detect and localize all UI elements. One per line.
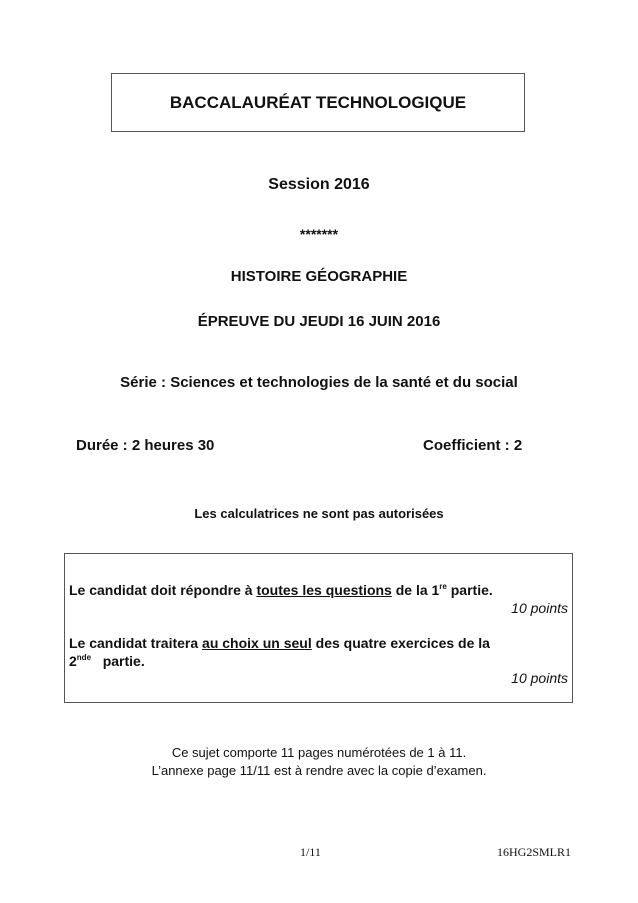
instruction-part2-number: 2: [69, 653, 77, 669]
page-number: 1/11: [300, 845, 321, 859]
instruction-part2-line2-suffix: partie.: [91, 653, 145, 669]
separator: *******: [299, 226, 339, 242]
subject-title: HISTOIRE GÉOGRAPHIE: [230, 268, 408, 285]
instruction-part2-suffix: des quatre exercices de la: [311, 635, 490, 651]
instruction-part1-prefix: Le candidat doit répondre à: [69, 582, 257, 598]
series-label: Série : Sciences et technologies de la santé et du social: [120, 374, 518, 391]
instruction-part1-middle: de la 1: [391, 582, 440, 598]
instruction-part1-suffix: partie.: [446, 582, 493, 598]
instruction-part1: [69, 582, 493, 598]
exam-title-box: [111, 73, 525, 132]
exam-date: ÉPREUVE DU JEUDI 16 JUIN 2016: [197, 313, 441, 330]
instruction-part2-emphasis: au choix un seul: [202, 635, 312, 651]
instruction-part2-prefix: Le candidat traitera: [69, 635, 203, 651]
instruction-part2: [69, 635, 490, 651]
instruction-part2-sup: nde: [76, 653, 92, 662]
part2-points: 10 points: [511, 670, 568, 686]
coefficient-label: Coefficient : 2: [423, 437, 523, 454]
duration-label: Durée : 2 heures 30: [76, 437, 215, 454]
document-code: 16HG2SMLR1: [497, 845, 572, 859]
calculator-notice: Les calculatrices ne sont pas autorisées: [194, 506, 444, 521]
instructions-box: [64, 553, 573, 703]
session-label: Session 2016: [268, 176, 370, 193]
instruction-part1-sup: re: [439, 582, 447, 591]
instruction-part2-line2: [69, 653, 145, 669]
annex-note: L’annexe page 11/11 est à rendre avec la copie d’examen.: [151, 763, 487, 778]
part1-points: 10 points: [511, 600, 568, 616]
instruction-part1-emphasis: toutes les questions: [256, 582, 392, 598]
pages-note: Ce sujet comporte 11 pages numérotées de 1 à 11.: [171, 745, 467, 760]
exam-title: BACCALAURÉAT TECHNOLOGIQUE: [169, 92, 467, 112]
